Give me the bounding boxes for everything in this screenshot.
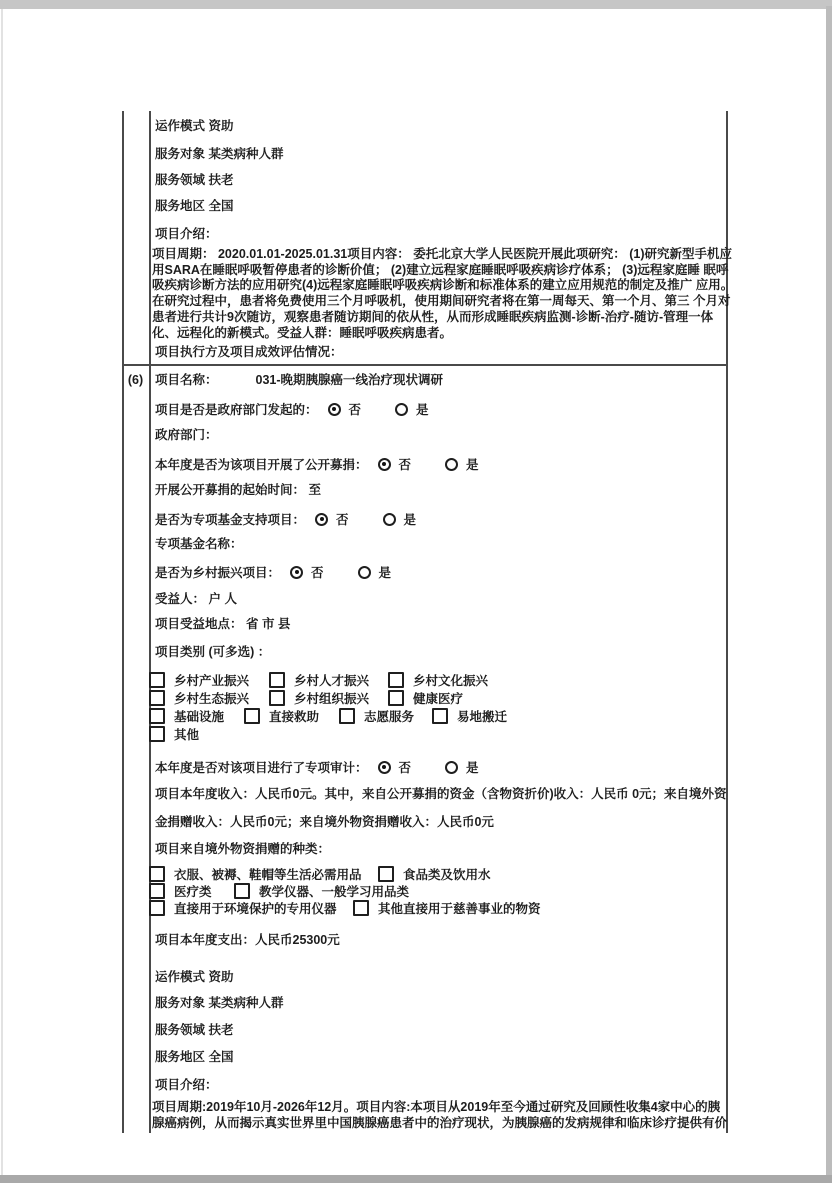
checkbox-label: 直接用于环境保护的专用仪器 bbox=[174, 902, 337, 916]
radio-yes[interactable] bbox=[445, 458, 458, 471]
question-rural-revitalization bbox=[155, 563, 391, 581]
income-line-1: 项目本年度收入：人民币0元。其中，来自公开募捐的资金（含物资折价)收入：人民币 0元；来自境外资 bbox=[155, 787, 727, 801]
checkbox-label: 基础设施 bbox=[174, 710, 225, 724]
beneficiary-line: 受益人： 户 人 bbox=[155, 592, 237, 606]
checkbox-icon[interactable] bbox=[149, 900, 165, 916]
checkbox-label: 医疗类 bbox=[174, 885, 212, 899]
checkbox-item bbox=[149, 899, 353, 917]
radio-no-selected[interactable] bbox=[378, 761, 391, 774]
checkbox-label: 其他直接用于慈善事业的物资 bbox=[378, 902, 541, 916]
checkbox-label: 其他 bbox=[174, 728, 200, 742]
radio-yes[interactable] bbox=[445, 761, 458, 774]
checkbox-icon[interactable] bbox=[432, 708, 448, 724]
checkbox-item bbox=[149, 707, 244, 725]
checkbox-icon[interactable] bbox=[149, 883, 165, 899]
category-label: 项目类别 (可多选) ： bbox=[155, 645, 271, 659]
checkbox-item bbox=[244, 707, 339, 725]
radio-yes-label: 是 bbox=[403, 513, 417, 527]
checkbox-label: 直接救助 bbox=[269, 710, 320, 724]
question-special-fund bbox=[155, 510, 416, 528]
radio-no-selected[interactable] bbox=[290, 566, 303, 579]
question-label: 是否为专项基金支持项目： bbox=[155, 513, 306, 527]
checkbox-label: 乡村组织振兴 bbox=[294, 692, 370, 706]
radio-no-selected[interactable] bbox=[315, 513, 328, 526]
service-area-line: 服务地区 全国 bbox=[155, 199, 234, 213]
radio-no-label: 否 bbox=[398, 761, 412, 775]
intro-line: 化、远程化的新模式。受益人群：睡眠呼吸疾病患者。 bbox=[152, 325, 453, 340]
service-area-line: 服务地区 全国 bbox=[155, 1050, 234, 1064]
table-border-left bbox=[122, 111, 124, 1133]
project-name-value: 031-晚期胰腺癌一线治疗现状调研 bbox=[255, 373, 444, 387]
category-row-2 bbox=[149, 689, 463, 707]
intro-line: 项目周期： 2020.01.01-2025.01.31项目内容： 委托北京大学人民医院开展此项研究： (1)研究新型手机应 bbox=[152, 247, 732, 261]
project-intro-paragraph bbox=[152, 1100, 727, 1131]
checkbox-icon[interactable] bbox=[388, 690, 404, 706]
checkbox-label: 乡村文化振兴 bbox=[413, 674, 489, 688]
gov-dept-label: 政府部门： bbox=[155, 428, 218, 442]
donation-row-3 bbox=[149, 899, 541, 917]
checkbox-label: 健康医疗 bbox=[413, 692, 464, 706]
checkbox-icon[interactable] bbox=[378, 866, 394, 882]
project-intro-paragraph bbox=[152, 247, 733, 341]
intro-line: 吸疾病诊断方法的应用研究(4)远程家庭睡眠呼吸疾病诊断和标准体系的建立应用规范的制定及推广 应用。 bbox=[152, 278, 734, 293]
evaluation-label: 项目执行方及项目成效评估情况： bbox=[155, 345, 343, 359]
checkbox-item bbox=[388, 689, 463, 707]
checkbox-icon[interactable] bbox=[149, 708, 165, 724]
checkbox-item bbox=[353, 899, 541, 917]
radio-no-selected[interactable] bbox=[378, 458, 391, 471]
checkbox-label: 乡村生态振兴 bbox=[174, 692, 250, 706]
fundraising-period-line: 开展公开募捐的起始时间： 至 bbox=[155, 483, 321, 497]
operation-mode-line: 运作模式 资助 bbox=[155, 119, 234, 133]
checkbox-icon[interactable] bbox=[353, 900, 369, 916]
intro-line: 在研究过程中，患者将免费使用三个月呼吸机，使用期间研究者将在第一周每天、第一个月、第三 个月对 bbox=[152, 294, 731, 309]
question-label: 本年度是否为该项目开展了公开募捐： bbox=[155, 458, 368, 472]
intro-line: 患者进行共计9次随访，观察患者随访期间的依从性，从而形成睡眠疾病监测-诊断-治疗-随访-管理一体 bbox=[152, 309, 714, 324]
scan-edge-top bbox=[0, 0, 832, 9]
income-line-2: 金捐赠收入：人民币0元；来自境外物资捐赠收入：人民币0元 bbox=[155, 815, 494, 829]
scan-edge-right bbox=[826, 6, 832, 1178]
question-label: 项目是否是政府部门发起的： bbox=[155, 403, 318, 417]
checkbox-item bbox=[149, 882, 234, 900]
project-name-line bbox=[155, 373, 443, 388]
radio-no-selected[interactable] bbox=[328, 403, 341, 416]
radio-no-label: 否 bbox=[348, 403, 362, 417]
checkbox-label: 衣服、被褥、鞋帽等生活必需用品 bbox=[174, 868, 362, 882]
checkbox-item bbox=[149, 725, 199, 743]
operation-mode-line: 运作模式 资助 bbox=[155, 970, 234, 984]
checkbox-item bbox=[388, 671, 488, 689]
radio-no-label: 否 bbox=[398, 458, 412, 472]
checkbox-item bbox=[339, 707, 432, 725]
service-target-line: 服务对象 某类病种人群 bbox=[155, 996, 284, 1010]
checkbox-icon[interactable] bbox=[149, 726, 165, 742]
radio-yes-label: 是 bbox=[466, 458, 479, 472]
category-row-4 bbox=[149, 725, 199, 743]
checkbox-icon[interactable] bbox=[269, 690, 285, 706]
project-name-label: 项目名称： bbox=[155, 373, 218, 387]
checkbox-icon[interactable] bbox=[339, 708, 355, 724]
checkbox-icon[interactable] bbox=[269, 672, 285, 688]
radio-yes[interactable] bbox=[383, 513, 396, 526]
project-intro-label: 项目介绍： bbox=[155, 227, 218, 241]
radio-yes-label: 是 bbox=[378, 566, 392, 580]
checkbox-icon[interactable] bbox=[234, 883, 250, 899]
radio-yes[interactable] bbox=[358, 566, 371, 579]
intro-line: 项目周期:2019年10月-2026年12月。项目内容:本项目从2019年至今通过研究及回顾性收集4家中心的胰 bbox=[152, 1100, 721, 1114]
question-public-fundraising bbox=[155, 455, 479, 473]
checkbox-item bbox=[269, 671, 388, 689]
category-row-1 bbox=[149, 671, 488, 689]
donation-kinds-label: 项目来自境外物资捐赠的种类： bbox=[155, 842, 331, 856]
scan-edge-left bbox=[1, 9, 3, 1175]
question-special-audit bbox=[155, 758, 479, 776]
checkbox-label: 易地搬迁 bbox=[457, 710, 508, 724]
service-field-line: 服务领域 扶老 bbox=[155, 173, 234, 187]
service-target-line: 服务对象 某类病种人群 bbox=[155, 147, 284, 161]
checkbox-item bbox=[378, 865, 491, 883]
checkbox-label: 食品类及饮用水 bbox=[403, 868, 491, 882]
table-divider-number-column bbox=[149, 111, 151, 1133]
checkbox-label: 乡村人才振兴 bbox=[294, 674, 370, 688]
checkbox-icon[interactable] bbox=[388, 672, 404, 688]
project-intro-label: 项目介绍： bbox=[155, 1078, 218, 1092]
checkbox-item bbox=[269, 689, 388, 707]
radio-no-label: 否 bbox=[336, 513, 349, 527]
checkbox-icon[interactable] bbox=[149, 866, 165, 882]
scan-edge-bottom bbox=[0, 1175, 832, 1183]
checkbox-item bbox=[432, 707, 507, 725]
category-row-3 bbox=[149, 707, 507, 725]
checkbox-icon[interactable] bbox=[244, 708, 260, 724]
checkbox-icon[interactable] bbox=[149, 690, 165, 706]
checkbox-item bbox=[149, 689, 269, 707]
service-field-line: 服务领域 扶老 bbox=[155, 1023, 234, 1037]
checkbox-label: 志愿服务 bbox=[364, 710, 415, 724]
radio-yes[interactable] bbox=[395, 403, 408, 416]
expense-line: 项目本年度支出：人民币25300元 bbox=[155, 933, 340, 947]
radio-yes-label: 是 bbox=[416, 403, 429, 417]
intro-line: 腺癌病例，从而揭示真实世界里中国胰腺癌患者中的治疗现状，为胰腺癌的发病规律和临床诊疗提供有价 bbox=[152, 1115, 728, 1130]
benefit-location-line: 项目受益地点： 省 市 县 bbox=[155, 617, 291, 631]
checkbox-label: 教学仪器、一般学习用品类 bbox=[259, 885, 410, 899]
checkbox-label: 乡村产业振兴 bbox=[174, 674, 250, 688]
donation-row-1 bbox=[149, 865, 491, 883]
row-number: (6) bbox=[127, 373, 144, 387]
checkbox-icon[interactable] bbox=[149, 672, 165, 688]
intro-line: 用SARA在睡眠呼吸暂停患者的诊断价值； (2)建立远程家庭睡眠呼吸疾病诊疗体系； (3)远程家庭睡 眠呼 bbox=[152, 262, 729, 277]
radio-no-label: 否 bbox=[311, 566, 324, 580]
checkbox-item bbox=[149, 671, 269, 689]
checkbox-item bbox=[149, 865, 378, 883]
question-gov-initiated bbox=[155, 400, 429, 418]
donation-row-2 bbox=[149, 882, 409, 900]
checkbox-item bbox=[234, 882, 409, 900]
question-label: 是否为乡村振兴项目： bbox=[155, 566, 281, 580]
special-fund-name-label: 专项基金名称： bbox=[155, 537, 243, 551]
radio-yes-label: 是 bbox=[466, 761, 479, 775]
question-label: 本年度是否对该项目进行了专项审计： bbox=[155, 761, 368, 775]
table-row-separator bbox=[122, 364, 728, 366]
